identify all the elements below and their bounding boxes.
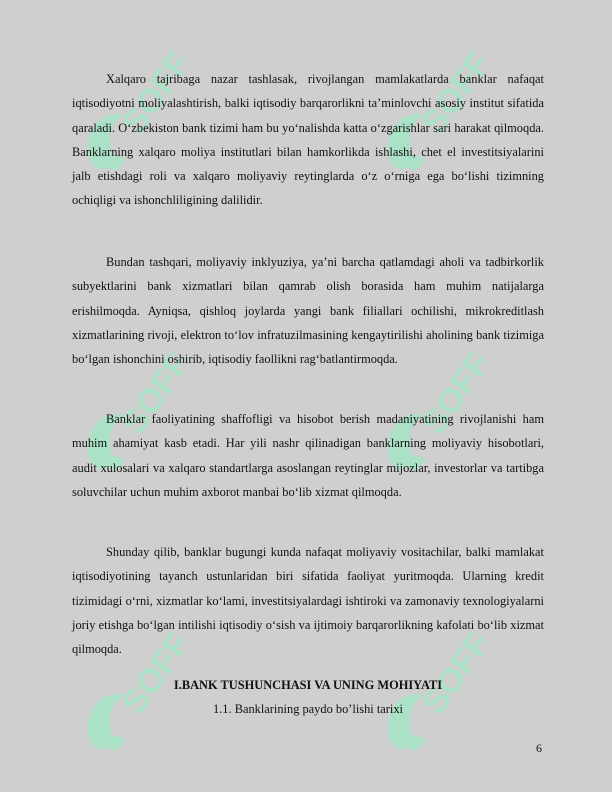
- svg-text:SOFF: SOFF: [415, 345, 490, 442]
- svg-text:SOFF: SOFF: [115, 345, 190, 442]
- svg-text:SOFF: SOFF: [115, 625, 190, 722]
- svg-text:SOFF: SOFF: [415, 625, 490, 722]
- paragraph-4: Shunday qilib, banklar bugungi kunda nafaqat moliyaviy vositachilar, balki mamlakat iqtisodiyotining tayanch ustunlaridan biri sifatida faoliyat yuritmoqda. Ularning kredit tizimidagi o‘rni, xizmatlar ko‘lami, investitsiyalardagi ishtiroki va zamonaviy texnologiyalarni joriy etishga bo‘lgan intilishi iqtisodiy o‘sish va ijtimoiy barqarorlikning kafolati bo‘lib xizmat qilmoqda.: [72, 545, 544, 657]
- section-heading: I.BANK TUSHUNCHASI VA UNING MOHIYATI: [173, 678, 443, 692]
- paragraph-3: Banklar faoliyatining shaffofligi va hisobot berish madaniyatining rivojlanishi ham muhim ahamiyat kasb etadi. Har yili nashr qilinadigan banklarning moliyaviy hisobotlari, audit xulosalari va xalqaro standartlarga asoslangan reytinglar mijozlar, investorlar va tartibga soluvchilar uchun muhim axborot manbai bo‘lib xizmat qilmoqda.: [72, 412, 544, 499]
- svg-text:SOFF: SOFF: [415, 45, 490, 142]
- svg-text:SOFF: SOFF: [115, 45, 190, 142]
- section-subheading: 1.1. Banklarining paydo bo’lishi tarixi: [213, 702, 403, 716]
- paragraph-2: Bundan tashqari, moliyaviy inklyuziya, ya’ni barcha qatlamdagi aholi va tadbirkorlik subyektlarini bank xizmatlari bilan qamrab olish borasida ham muhim natijalarga erishilmoqda. Ayniqsa, qishloq joylarda yangi bank filiallari ochilishi, mikrokreditlash xizmatlarining rivoji, elektron to‘lov infratuzilmasining kengaytirilishi aholining bank tizimiga bo‘lgan ishonchini oshirib, iqtisodiy faollikni rag‘batlantirmoqda.: [72, 255, 544, 367]
- page-number: 6: [536, 741, 542, 755]
- paragraph-1: Xalqaro tajribaga nazar tashlasak, rivojlangan mamlakatlarda banklar nafaqat iqtisodiyotni moliyalashtirish, balki iqtisodiy barqarorlikni ta’minlovchi asosiy institut sifatida qaraladi. O‘zbekiston bank tizimi ham bu yo‘nalishda katta o‘zgarishlar sari harakat qilmoqda. Banklarning xalqaro moliya institutlari bilan hamkorlikda ishlashi, chet el investitsiyalarini jalb etishdagi roli va xalqaro moliyaviy reytinglarda o‘z o‘rniga ega bo‘lishi tizimning ochiqligi va ishonchliligining dalilidir.: [72, 72, 544, 208]
